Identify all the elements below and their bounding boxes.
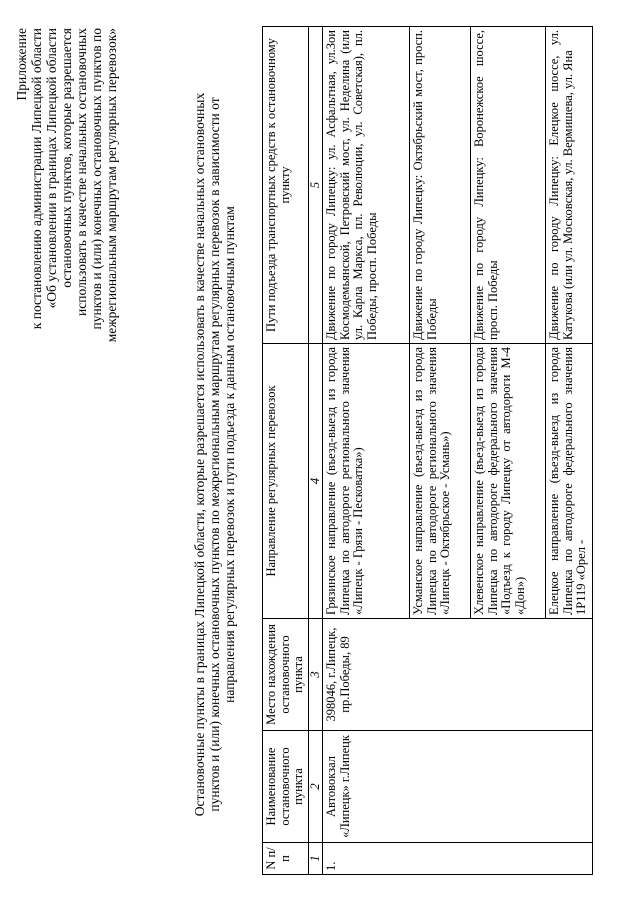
column-number: 2: [308, 731, 323, 843]
column-number: 5: [308, 27, 323, 344]
stop-index: 1.: [323, 843, 593, 875]
stop-name: Автовокзал «Липецк» г.Липецк: [323, 731, 593, 843]
header-number: N п/п: [263, 843, 309, 875]
appendix-line: к постановлению администрации Липецкой области: [29, 28, 44, 330]
header-direction: Направление регулярных перевозок: [263, 344, 309, 619]
route-direction: Грязинское направление (въезд-выезд из города Липецка по автодороге регионального значения «Липецк - Грязи - Песковатка»): [323, 344, 410, 619]
appendix-line: «Об установлении в границах Липецкой области: [44, 28, 59, 309]
route-direction: Елецкое направление (въезд-выезд из города Липецка по автодороге федерального значения 1Р119 «Орел -: [546, 344, 593, 619]
stop-location: 398046, г.Липецк, пр.Победы, 89: [323, 619, 593, 731]
route-direction: Хлевенское направление (въезд-выезд из города Липецка по автодороге федерального значения «Подъезд к городу Липецку от автодороги М-4 «Дон»): [471, 344, 546, 619]
header-stop-location: Место нахождения остановочного пункта: [263, 619, 309, 731]
appendix-line: Приложение: [14, 28, 29, 101]
column-number: 4: [308, 344, 323, 619]
appendix-heading: [14, 28, 119, 388]
header-stop-name: Наименование остановочного пункта: [263, 731, 309, 843]
column-number: 1: [308, 843, 323, 875]
header-access-path: Пути подъезда транспортных средств к остановочному пункту: [263, 27, 309, 344]
route-path: Движение по городу Липецку: Елецкое шоссе, ул. Катукова (или ул. Московская, ул. Вермишева, ул. Яна: [546, 27, 593, 344]
column-number: 3: [308, 619, 323, 731]
route-path: Движение по городу Липецку: Воронежское шоссе, просп. Победы: [471, 27, 546, 344]
appendix-line: использовать в качестве начальных остановочных: [74, 28, 89, 316]
route-direction: Усманское направление (въезд-выезд из города Липецка по автодороге регионального значения «Липецк - Октябрьское - Усмань»): [410, 344, 471, 619]
table-row: [323, 27, 410, 875]
title-line: пунктов и (или) конечных остановочных пунктов по межрегиональным маршрутам регулярных перевозок в зависимости от: [207, 97, 222, 812]
appendix-line: остановочных пунктов, которые разрешается: [59, 28, 74, 288]
title-line: направления регулярных перевозок и пути подъезда к данным остановочным пунктам: [222, 206, 237, 703]
route-path: Движение по городу Липецку: ул. Асфальтная, ул.Зои Космодемьянской, Петровский мост, ул. Неделина (или ул. Карла Маркса, пл. Революции, ул. Советская), пл. Победы, просп. Победы: [323, 27, 410, 344]
column-number-row: [308, 27, 323, 875]
stops-table: [262, 26, 593, 875]
table-header-row: [263, 27, 309, 875]
appendix-line: пунктов и (или) конечных остановочных пунктов по: [89, 28, 104, 330]
document-title: [192, 22, 237, 887]
route-path: Движение по городу Липецку: Октябрьский мост, просп. Победы: [410, 27, 471, 344]
title-line: Остановочные пункты в границах Липецкой области, которые разрешается использовать в качестве начальных остановочных: [192, 92, 207, 817]
appendix-line: межрегиональным маршрутам регулярных перевозок»: [104, 28, 119, 343]
